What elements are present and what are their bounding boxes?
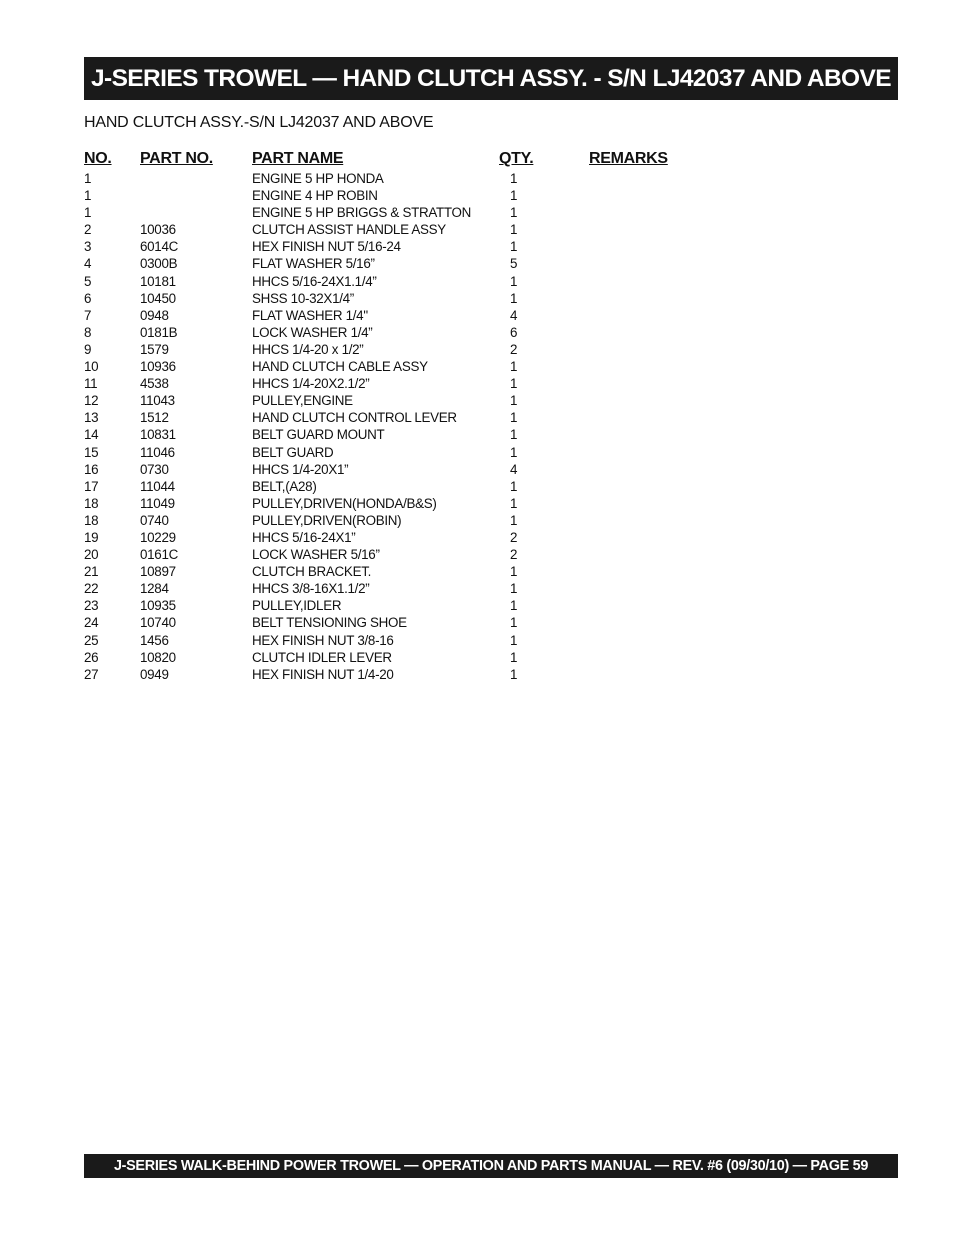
cell-part-no: 10936 xyxy=(140,359,176,375)
cell-no: 21 xyxy=(84,564,99,580)
table-row xyxy=(84,307,784,324)
cell-part-no: 6014C xyxy=(140,239,178,255)
cell-no: 23 xyxy=(84,598,99,614)
table-row xyxy=(84,495,784,512)
cell-qty: 1 xyxy=(510,376,518,392)
cell-part-no: 1579 xyxy=(140,341,169,357)
cell-part-no: 0730 xyxy=(140,461,169,477)
cell-qty: 1 xyxy=(510,188,518,204)
cell-qty: 4 xyxy=(510,461,518,477)
cell-part-name: ENGINE 4 HP ROBIN xyxy=(252,188,378,204)
cell-no: 20 xyxy=(84,547,99,563)
cell-no: 3 xyxy=(84,239,92,255)
cell-part-no: 1456 xyxy=(140,632,169,648)
table-row xyxy=(84,666,784,683)
cell-part-no: 10450 xyxy=(140,290,176,306)
cell-part-no: 10831 xyxy=(140,427,176,443)
cell-part-no: 11049 xyxy=(140,495,175,511)
cell-no: 1 xyxy=(84,205,92,221)
cell-part-name: FLAT WASHER 5/16” xyxy=(252,256,375,272)
cell-part-no: 10181 xyxy=(140,273,176,289)
cell-no: 24 xyxy=(84,615,99,631)
cell-no: 6 xyxy=(84,290,92,306)
cell-part-name: PULLEY,DRIVEN(HONDA/B&S) xyxy=(252,495,437,511)
table-header xyxy=(84,148,784,170)
cell-part-name: LOCK WASHER 1/4” xyxy=(252,324,373,340)
header-part-no: PART NO. xyxy=(140,150,213,167)
cell-no: 18 xyxy=(84,495,99,511)
cell-part-no: 0948 xyxy=(140,307,169,323)
table-row xyxy=(84,426,784,443)
table-row xyxy=(84,221,784,238)
cell-part-no: 1284 xyxy=(140,581,169,597)
cell-no: 18 xyxy=(84,512,99,528)
cell-part-name: FLAT WASHER 1/4" xyxy=(252,307,368,323)
cell-qty: 1 xyxy=(510,171,518,186)
cell-no: 13 xyxy=(84,410,99,426)
cell-qty: 1 xyxy=(510,273,518,289)
cell-part-name: PULLEY,IDLER xyxy=(252,598,342,614)
table-row xyxy=(84,187,784,204)
header-no: NO. xyxy=(84,150,112,167)
cell-qty: 1 xyxy=(510,410,518,426)
page-footer: J-SERIES WALK-BEHIND POWER TROWEL — OPERATION AND PARTS MANUAL — REV. #6 (09/30/10) — PAGE 59 xyxy=(84,1154,898,1178)
cell-no: 4 xyxy=(84,256,92,272)
table-row xyxy=(84,597,784,614)
cell-qty: 2 xyxy=(510,529,518,545)
cell-part-no: 10935 xyxy=(140,598,176,614)
table-row xyxy=(84,273,784,290)
cell-no: 19 xyxy=(84,529,99,545)
cell-qty: 1 xyxy=(510,205,518,221)
table-row xyxy=(84,290,784,307)
page-title: J-SERIES TROWEL — HAND CLUTCH ASSY. - S/N LJ42037 AND ABOVE xyxy=(84,57,898,100)
cell-qty: 1 xyxy=(510,239,518,255)
cell-qty: 1 xyxy=(510,598,518,614)
cell-qty: 1 xyxy=(510,393,518,409)
cell-part-no: 10229 xyxy=(140,529,176,545)
header-part-name: PART NAME xyxy=(252,150,344,167)
cell-qty: 1 xyxy=(510,290,518,306)
cell-part-name: HAND CLUTCH CABLE ASSY xyxy=(252,359,428,375)
cell-no: 12 xyxy=(84,393,99,409)
cell-part-name: HHCS 1/4-20X2.1/2” xyxy=(252,376,370,392)
cell-part-no: 10036 xyxy=(140,222,176,238)
cell-part-no: 0181B xyxy=(140,324,178,340)
table-row xyxy=(84,649,784,666)
cell-part-name: HEX FINISH NUT 3/8-16 xyxy=(252,632,394,648)
cell-qty: 5 xyxy=(510,256,518,272)
cell-part-no: 11043 xyxy=(140,393,175,409)
header-qty: QTY. xyxy=(499,150,534,167)
cell-part-no: 11046 xyxy=(140,444,175,460)
table-row xyxy=(84,341,784,358)
cell-no: 8 xyxy=(84,324,92,340)
cell-qty: 1 xyxy=(510,512,518,528)
cell-part-name: BELT,(A28) xyxy=(252,478,317,494)
cell-part-name: HAND CLUTCH CONTROL LEVER xyxy=(252,410,457,426)
cell-qty: 2 xyxy=(510,341,518,357)
table-row xyxy=(84,478,784,495)
cell-no: 11 xyxy=(84,376,98,392)
cell-part-name: BELT GUARD MOUNT xyxy=(252,427,385,443)
cell-part-name: HHCS 1/4-20 x 1/2” xyxy=(252,341,364,357)
table-row xyxy=(84,632,784,649)
cell-no: 26 xyxy=(84,649,99,665)
table-row xyxy=(84,238,784,255)
cell-no: 22 xyxy=(84,581,99,597)
cell-part-name: HEX FINISH NUT 5/16-24 xyxy=(252,239,401,255)
table-row xyxy=(84,255,784,272)
cell-part-no: 0161C xyxy=(140,547,178,563)
cell-no: 14 xyxy=(84,427,99,443)
table-row xyxy=(84,444,784,461)
cell-part-name: CLUTCH IDLER LEVER xyxy=(252,649,392,665)
cell-no: 27 xyxy=(84,666,99,682)
table-row xyxy=(84,392,784,409)
cell-qty: 1 xyxy=(510,632,518,648)
cell-no: 1 xyxy=(84,171,92,186)
cell-part-name: SHSS 10-32X1/4” xyxy=(252,290,354,306)
cell-no: 16 xyxy=(84,461,99,477)
table-row xyxy=(84,512,784,529)
cell-qty: 1 xyxy=(510,427,518,443)
cell-part-name: CLUTCH ASSIST HANDLE ASSY xyxy=(252,222,446,238)
table-row xyxy=(84,461,784,478)
cell-part-name: HEX FINISH NUT 1/4-20 xyxy=(252,666,394,682)
cell-part-name: HHCS 5/16-24X1.1/4” xyxy=(252,273,377,289)
cell-part-no: 11044 xyxy=(140,478,175,494)
cell-part-no: 1512 xyxy=(140,410,169,426)
cell-no: 10 xyxy=(84,359,99,375)
table-row xyxy=(84,204,784,221)
cell-part-name: ENGINE 5 HP HONDA xyxy=(252,171,384,186)
cell-qty: 1 xyxy=(510,615,518,631)
cell-no: 9 xyxy=(84,341,92,357)
cell-no: 1 xyxy=(84,188,92,204)
table-row xyxy=(84,546,784,563)
cell-part-no: 0949 xyxy=(140,666,169,682)
cell-part-name: LOCK WASHER 5/16” xyxy=(252,547,380,563)
table-row xyxy=(84,375,784,392)
cell-no: 15 xyxy=(84,444,99,460)
cell-part-no: 10897 xyxy=(140,564,176,580)
cell-qty: 1 xyxy=(510,222,518,238)
cell-qty: 1 xyxy=(510,444,518,460)
table-row xyxy=(84,580,784,597)
header-remarks: REMARKS xyxy=(589,150,668,167)
cell-part-name: PULLEY,ENGINE xyxy=(252,393,353,409)
cell-no: 25 xyxy=(84,632,99,648)
cell-no: 5 xyxy=(84,273,92,289)
cell-qty: 1 xyxy=(510,478,518,494)
cell-part-name: HHCS 5/16-24X1” xyxy=(252,529,356,545)
cell-part-name: BELT TENSIONING SHOE xyxy=(252,615,407,631)
parts-table xyxy=(84,148,784,683)
table-row xyxy=(84,529,784,546)
cell-qty: 1 xyxy=(510,581,518,597)
table-row xyxy=(84,358,784,375)
cell-qty: 1 xyxy=(510,495,518,511)
cell-part-name: ENGINE 5 HP BRIGGS & STRATTON xyxy=(252,205,471,221)
table-body xyxy=(84,170,784,683)
cell-part-no: 10820 xyxy=(140,649,176,665)
cell-part-name: BELT GUARD xyxy=(252,444,334,460)
table-row xyxy=(84,409,784,426)
cell-qty: 6 xyxy=(510,324,518,340)
section-subtitle: HAND CLUTCH ASSY.-S/N LJ42037 AND ABOVE xyxy=(84,114,434,131)
cell-no: 7 xyxy=(84,307,92,323)
cell-part-name: HHCS 3/8-16X1.1/2” xyxy=(252,581,370,597)
cell-part-name: PULLEY,DRIVEN(ROBIN) xyxy=(252,512,402,528)
cell-part-name: HHCS 1/4-20X1” xyxy=(252,461,349,477)
cell-part-no: 0740 xyxy=(140,512,169,528)
cell-part-no: 10740 xyxy=(140,615,176,631)
cell-qty: 1 xyxy=(510,359,518,375)
cell-no: 17 xyxy=(84,478,99,494)
table-row xyxy=(84,170,784,187)
table-row xyxy=(84,614,784,631)
cell-qty: 1 xyxy=(510,649,518,665)
cell-qty: 2 xyxy=(510,547,518,563)
cell-qty: 1 xyxy=(510,564,518,580)
table-row xyxy=(84,324,784,341)
cell-part-no: 4538 xyxy=(140,376,169,392)
table-row xyxy=(84,563,784,580)
cell-qty: 1 xyxy=(510,666,518,682)
cell-part-no: 0300B xyxy=(140,256,178,272)
cell-no: 2 xyxy=(84,222,92,238)
cell-qty: 4 xyxy=(510,307,518,323)
cell-part-name: CLUTCH BRACKET. xyxy=(252,564,372,580)
